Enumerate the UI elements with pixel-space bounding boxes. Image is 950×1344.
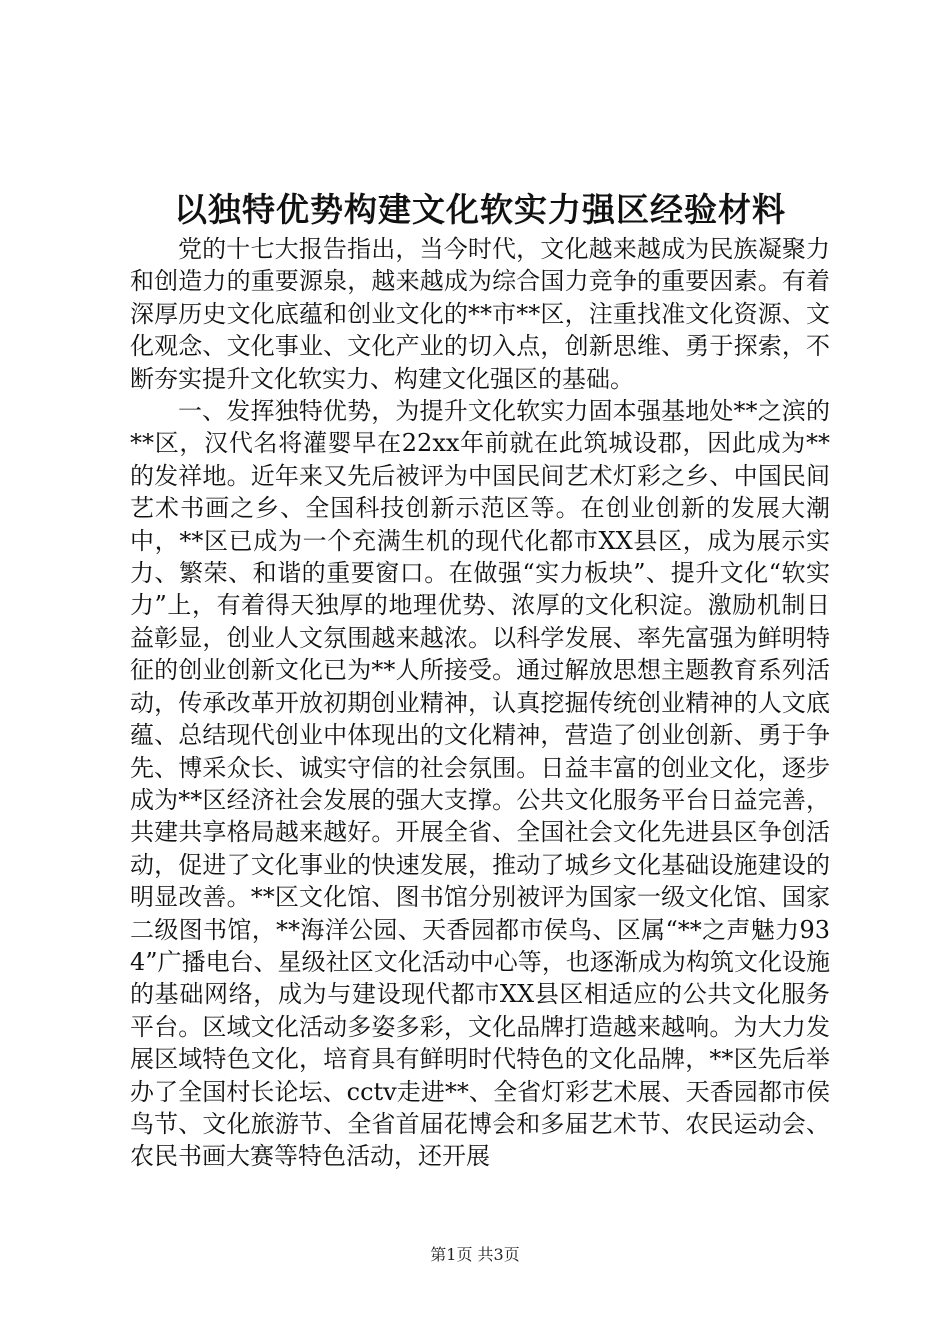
section-one-paragraph: 一、发挥独特优势，为提升文化软实力固本强基地处**之滨的**区，汉代名将灌婴早在22xx年前就在此筑城设郡，因此成为**的发祥地。近年来又先后被评为中国民间艺术灯彩之乡、中国民间艺术书画之乡、全国科技创新示范区等。在创业创新的发展大潮中，**区已成为一个充满生机的现代化都市XX县区，成为展示实力、繁荣、和谐的重要窗口。在做强“实力板块”、提升文化“软实力”上，有着得天独厚的地理优势、浓厚的文化积淀。激励机制日益彰显，创业人文氛围越来越浓。以科学发展、率先富强为鲜明特征的创业创新文化已为**人所接受。通过解放思想主题教育系列活动，传承改革开放初期创业精神，认真挖掘传统创业精神的人文底蕴、总结现代创业中体现出的文化精神，营造了创业创新、勇于争先、博采众长、诚实守信的社会氛围。日益丰富的创业文化，逐步成为**区经济社会发展的强大支撑。公共文化服务平台日益完善，共建共享格局越来越好。开展全省、全国社会文化先进县区争创活动，促进了文化事业的快速发展，推动了城乡文化基础设施建设的明显改善。**区文化馆、图书馆分别被评为国家一级文化馆、国家二级图书馆，**海洋公园、天香园都市侯鸟、区属“**之声魅力934”广播电台、星级社区文化活动中心等，也逐渐成为构筑文化设施的基础网络，成为与建设现代都市XX县区相适应的公共文化服务平台。区域文化活动多姿多彩，文化品牌打造越来越响。为大力发展区域特色文化，培育具有鲜明时代特色的文化品牌，**区先后举办了全国村长论坛、cctv走进**、全省灯彩艺术展、天香园都市侯鸟节、文化旅游节、全省首届花博会和多届艺术节、农民运动会、农民书画大赛等特色活动，还开展 <box>130 397 830 1171</box>
document-body <box>130 233 830 1173</box>
page-number: 第1页 共3页 <box>430 1245 520 1264</box>
document-title: 以独特优势构建文化软实力强区经验材料 <box>174 190 786 229</box>
intro-paragraph: 党的十七大报告指出，当今时代，文化越来越成为民族凝聚力和创造力的重要源泉，越来越成为综合国力竞争的重要因素。有着深厚历史文化底蕴和创业文化的**市**区，注重找准文化资源、文化观念、文化事业、文化产业的切入点，创新思维、勇于探索，不断夯实提升文化软实力、构建文化强区的基础。 <box>130 235 830 393</box>
